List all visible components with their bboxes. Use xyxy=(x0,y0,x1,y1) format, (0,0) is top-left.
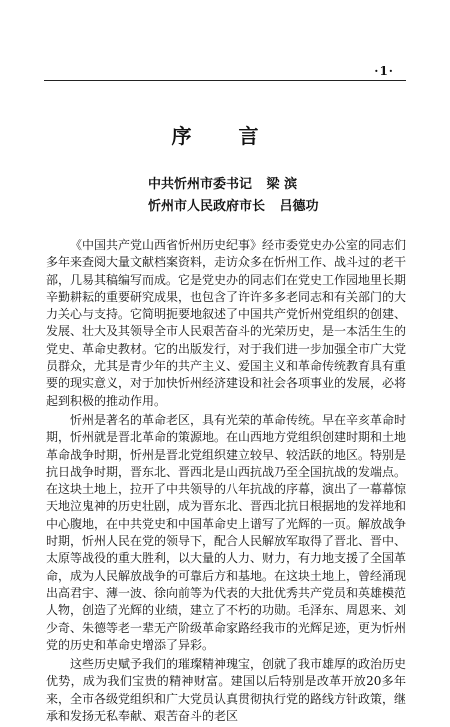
author-line xyxy=(148,196,329,218)
paragraph: 《中国共产党山西省忻州历史纪事》经市委党史办公室的同志们多年来查阅大量文献档案资料，走访众多在忻州工作、战斗过的老干部，几易其稿编写而成。它是党史办的同志们在党史工作园地里长期辛勤耕耘的重要研究成果，也包含了许许多多老同志和有关部门的大力关心与支持。它简明扼要地叙述了中国共产党忻州党组织的创建、发展、壮大及其领导全市人民艰苦奋斗的光荣历史，是一本活生生的党史、革命史教材。它的出版发行，对于我们进一步加强全市广大党员群众，尤其是青少年的共产主义、爱国主义和革命传统教育具有重要的现实意义，对于加快忻州经济建设和社会各项事业的发展，必将起到积极的推动作用。 xyxy=(46,238,407,408)
author-block xyxy=(148,174,329,218)
paragraph: 忻州是著名的革命老区，具有光荣的革命传统。早在辛亥革命时期，忻州就是晋北革命的策源地。在山西地方党组织创建时期和土地革命战争时期，忻州是晋北党组织建立较早、较活跃的地区。特别是抗日战争时期，晋东北、晋西北是山西抗战乃至全国抗战的发端点。在这块土地上，拉开了中共领导的八年抗战的序幕，演出了一幕幕惊天地泣鬼神的历史壮剧，成为晋东北、晋西北抗日根据地的发祥地和中心腹地，在中共党史和中国革命史上谱写了光辉的一页。解放战争时期，忻州人民在党的领导下，配合人民解放军取得了晋北、晋中、太原等战役的重大胜利，以大量的人力、财力，有力地支援了全国革命，成为人民解放战争的可靠后方和基地。在这块土地上，曾经涌现出高君宇、薄一波、徐向前等为代表的大批优秀共产党员和英雄模范人物，创造了光辉的业绩，建立了不朽的功勋。毛泽东、周恩来、刘少奇、朱德等老一辈无产阶级革命家路经我市的光辉足迹，更为忻州党的历史和革命史增添了异彩。 xyxy=(46,412,407,652)
author-name: 梁 滨 xyxy=(266,177,298,192)
author-role: 忻州市人民政府市长 xyxy=(148,199,266,214)
paragraph: 这些历史赋予我们的璀璨精神瑰宝，创就了我市雄厚的政治历史优势，成为我们宝贵的精神财富。建国以后特别是改革开放20多年来，全市各级党组织和广大党员认真贯彻执行党的路线方针政策，继承和发扬无私奉献、艰苦奋斗的老区 xyxy=(46,657,407,724)
header-rule xyxy=(44,80,406,81)
author-line xyxy=(148,174,329,196)
author-name: 吕德功 xyxy=(279,199,319,214)
author-role: 中共忻州市委书记 xyxy=(148,177,253,192)
body-text xyxy=(46,237,406,727)
page-title: 序 言 xyxy=(171,124,279,148)
page-number: ·1· xyxy=(374,64,394,78)
